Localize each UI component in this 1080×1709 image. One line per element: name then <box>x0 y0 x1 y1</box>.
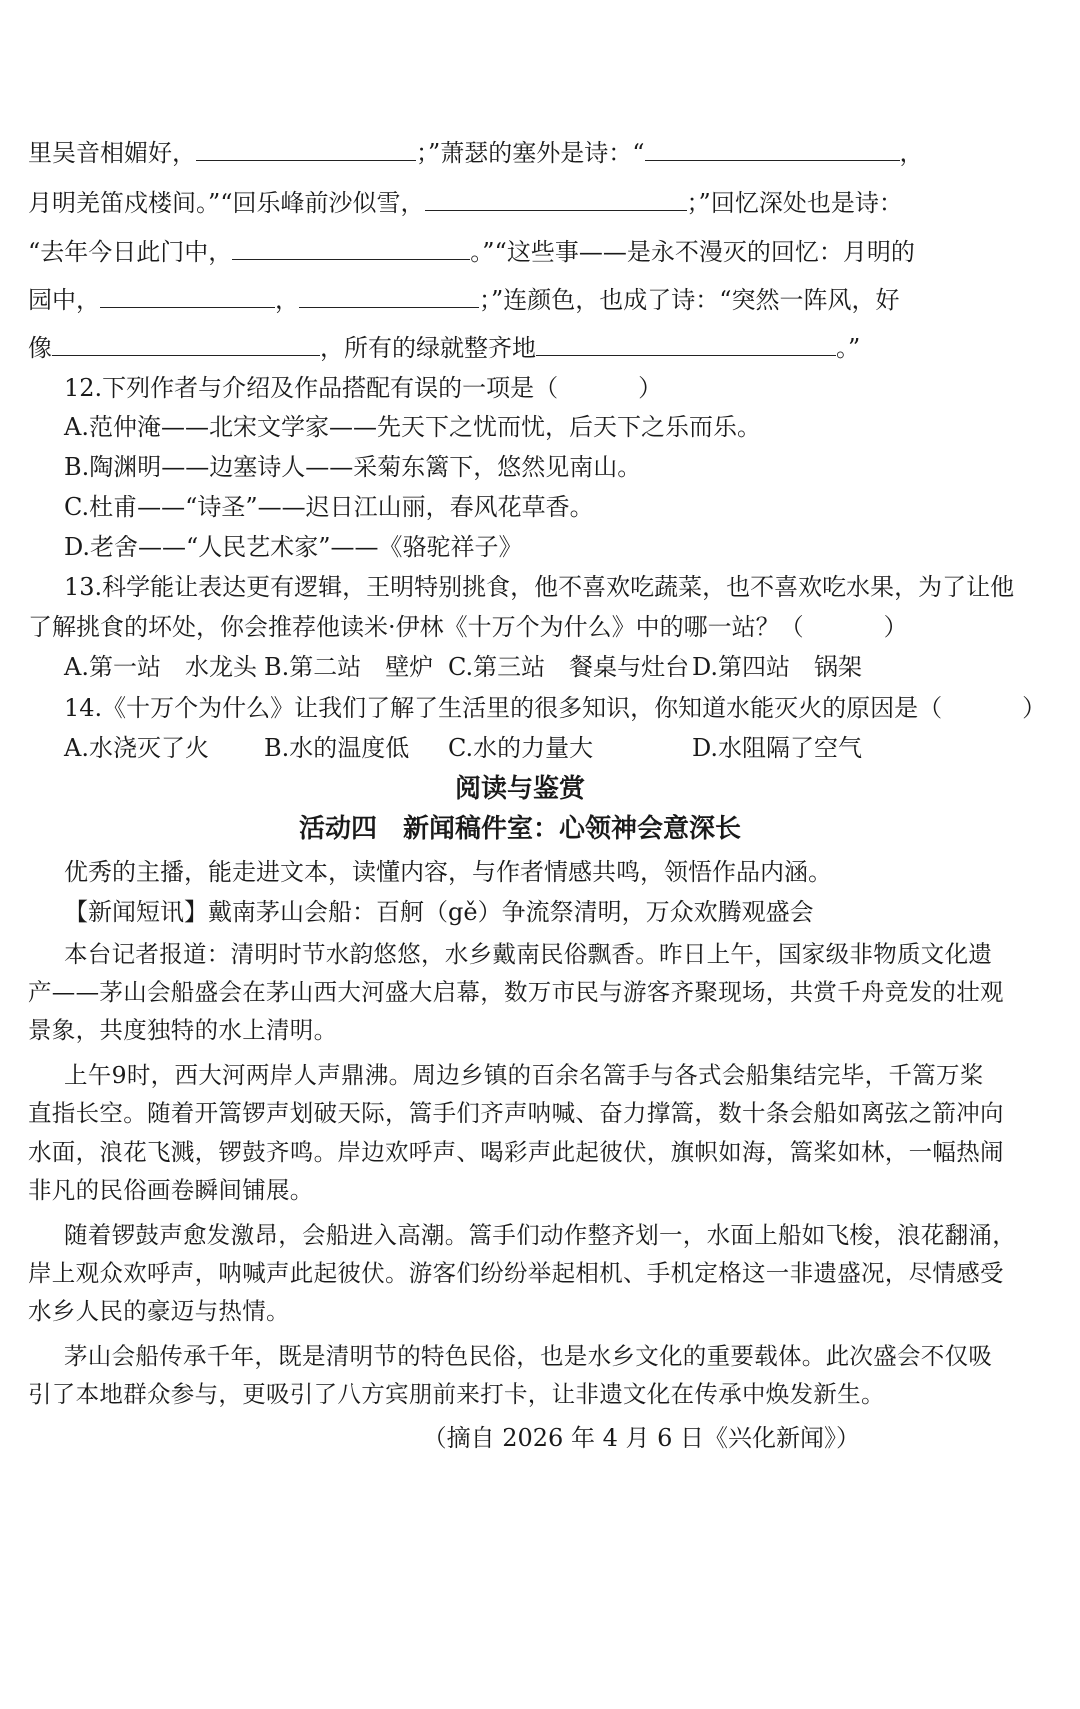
answer-blank[interactable] <box>196 138 416 161</box>
q12-option-b: B.陶渊明——边塞诗人——采菊东篱下，悠然见南山。 <box>64 453 642 481</box>
news-line: 非凡的民俗画卷瞬间铺展。 <box>28 1176 314 1204</box>
news-line: 景象，共度独特的水上清明。 <box>28 1016 338 1044</box>
poetry-line-1: 里吴音相媚好， ；”萧瑟的塞外是诗：“ ， <box>28 139 924 167</box>
q13-option-d: D.第四站 锅架 <box>692 653 863 681</box>
q13-option-c: C.第三站 餐桌与灶台 <box>448 653 690 681</box>
news-line: 本台记者报道：清明时节水韵悠悠，水乡戴南民俗飘香。昨日上午，国家级非物质文化遗 <box>64 940 993 968</box>
answer-blank[interactable] <box>536 333 836 356</box>
poetry-line-3: “去年今日此门中， 。”“这些事——是永不漫灭的回忆：月明的 <box>28 238 915 266</box>
section-title: 阅读与鉴赏 <box>454 774 585 804</box>
q12-option-d: D.老舍——“人民艺术家”——《骆驼祥子》 <box>64 533 523 561</box>
q13-stem-1: 13.科学能让表达更有逻辑，王明特别挑食，他不喜欢吃蔬菜，也不喜欢吃水果，为了让他 <box>64 573 1015 601</box>
news-line: 水面，浪花飞溅，锣鼓齐鸣。岸边欢呼声、喝彩声此起彼伏，旗帜如海，篙桨如林，一幅热闹 <box>28 1138 1004 1166</box>
q14-option-d: D.水阻隔了空气 <box>692 734 863 762</box>
poetry-line-4: 园中， ， ；”连颜色，也成了诗：“突然一阵风，好 <box>28 286 900 314</box>
news-line: 岸上观众欢呼声，呐喊声此起彼伏。游客们纷纷举起相机、手机定格这一非遗盛况，尽情感受 <box>28 1259 1004 1287</box>
q12-stem: 12.下列作者与介绍及作品搭配有误的一项是（ ） <box>64 374 663 402</box>
q12-option-c: C.杜甫——“诗圣”——迟日江山丽，春风花草香。 <box>64 493 594 521</box>
poetry-line-5: 像 ，所有的绿就整齐地 。” <box>28 334 861 362</box>
intro-text: 优秀的主播，能走进文本，读懂内容，与作者情感共鸣，领悟作品内涵。 <box>64 858 832 886</box>
q13-stem-2: 了解挑食的坏处，你会推荐他读米·伊林《十万个为什么》中的哪一站？（ ） <box>28 613 908 641</box>
q14-stem: 14.《十万个为什么》让我们了解了生活里的很多知识，你知道水能灭火的原因是（ ） <box>64 694 1047 722</box>
q12-option-a: A.范仲淹——北宋文学家——先天下之忧而忧，后天下之乐而乐。 <box>64 413 761 441</box>
answer-blank[interactable] <box>645 138 900 161</box>
q13-option-a: A.第一站 水龙头 <box>64 653 257 681</box>
answer-blank[interactable] <box>299 285 479 308</box>
news-source: （摘自 2026 年 4 月 6 日《兴化新闻》） <box>422 1424 860 1452</box>
news-line: 茅山会船传承千年，既是清明节的特色民俗，也是水乡文化的重要载体。此次盛会不仅吸 <box>64 1342 993 1370</box>
news-line: 水乡人民的豪迈与热情。 <box>28 1297 290 1325</box>
poetry-line-2: 月明羌笛戍楼间。”“回乐峰前沙似雪， ；”回忆深处也是诗： <box>28 189 903 217</box>
q14-option-c: C.水的力量大 <box>448 734 594 762</box>
news-line: 上午9时，西大河两岸人声鼎沸。周边乡镇的百余名篙手与各式会船集结完毕，千篙万桨 <box>64 1061 984 1089</box>
activity-title: 活动四 新闻稿件室：心领神会意深长 <box>298 814 741 844</box>
q13-option-b: B.第二站 壁炉 <box>264 653 434 681</box>
q14-option-a: A.水浇灭了火 <box>64 734 209 762</box>
news-line: 直指长空。随着开篙锣声划破天际，篙手们齐声呐喊、奋力撑篙，数十条会船如离弦之箭冲向 <box>28 1099 1004 1127</box>
answer-blank[interactable] <box>425 188 687 211</box>
answer-blank[interactable] <box>100 285 275 308</box>
q14-option-b: B.水的温度低 <box>264 734 410 762</box>
news-heading: 【新闻短讯】戴南茅山会船：百舸（gě）争流祭清明，万众欢腾观盛会 <box>64 898 814 926</box>
news-line: 产——茅山会船盛会在茅山西大河盛大启幕，数万市民与游客齐聚现场，共赏千舟竞发的壮观 <box>28 978 1004 1006</box>
news-line: 随着锣鼓声愈发激昂，会船进入高潮。篙手们动作整齐划一，水面上船如飞梭，浪花翻涌， <box>64 1221 1016 1249</box>
answer-blank[interactable] <box>232 237 470 260</box>
news-line: 引了本地群众参与，更吸引了八方宾朋前来打卡，让非遗文化在传承中焕发新生。 <box>28 1380 885 1408</box>
answer-blank[interactable] <box>52 333 320 356</box>
